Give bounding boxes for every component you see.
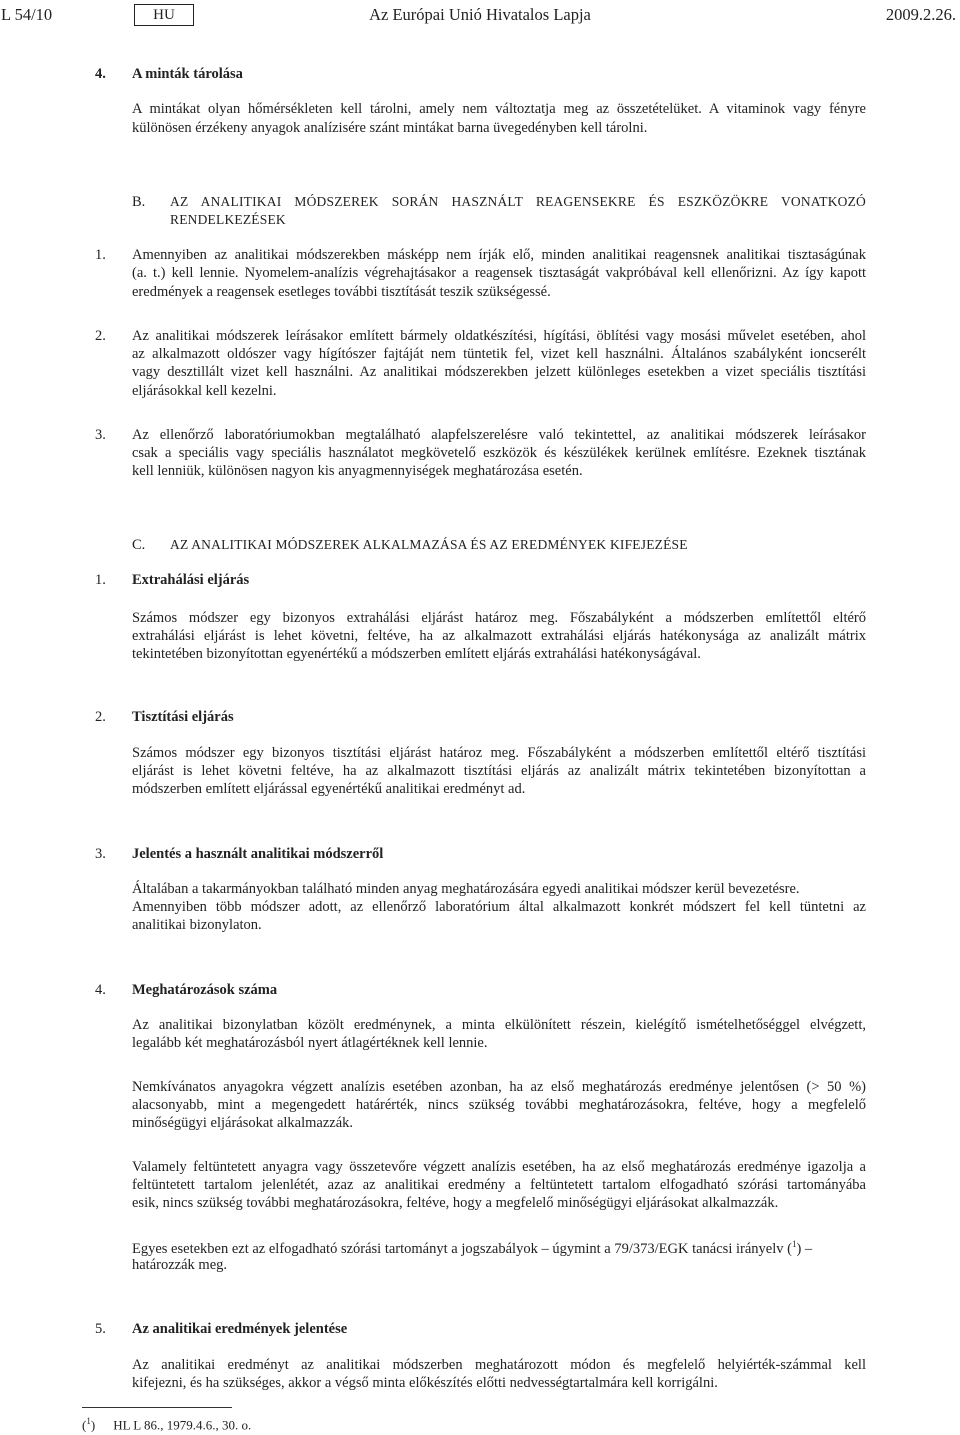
footnote-reference-mark[interactable]: 1 — [791, 1239, 797, 1249]
section-heading: AZ ANALITIKAI MÓDSZEREK SORÁN HASZNÁLT REAGENSEKRE ÉS ESZKÖZÖKRE VONATKOZÓ — [170, 194, 866, 209]
paragraph-line: Az analitikai módszerek leírásakor említett bármely oldatkészítési, hígítási, öblítési vagy mosási művelet esetében, ahol — [132, 328, 866, 344]
item-number: 2. — [95, 709, 106, 725]
footnote-close: ) — [90, 1417, 96, 1433]
paragraph-line: Amennyiben több módszer adott, az ellenőrző laboratórium által alkalmazott konkrét módszert fel kell tüntetni az — [132, 899, 866, 915]
journal-title: Az Európai Unió Hivatalos Lapja — [369, 5, 591, 24]
paragraph-line: analitikai bizonylaton. — [132, 917, 262, 933]
paragraph-line: Nemkívánatos anyagokra végzett analízis esetében azonban, ha az első meghatározás eredménye jelentősen (> 50 %) — [132, 1079, 866, 1095]
item-number: 5. — [95, 1321, 106, 1337]
section-heading: AZ ANALITIKAI MÓDSZEREK ALKALMAZÁSA ÉS AZ EREDMÉNYEK KIFEJEZÉSE — [170, 537, 688, 552]
section-letter: C. — [132, 537, 146, 553]
paragraph-line: Valamely feltüntetett anyagra vagy összetevőre végzett analízis esetében, ha az első meghatározás eredménye igazolja a — [132, 1159, 866, 1175]
item-title: Meghatározások száma — [132, 982, 278, 998]
section-title: A minták tárolása — [132, 66, 243, 82]
item-number: 1. — [95, 247, 106, 263]
paragraph-line: Az analitikai bizonylatban közölt eredménynek, a minta elkülönített részein, kielégítő ismételhetőséggel elvégzett, — [132, 1017, 866, 1033]
item-title: Jelentés a használt analitikai módszerről — [132, 846, 384, 862]
paragraph-line: kifejezni, és ha szükséges, akkor a végső minta előkészítés előtti nedvességtartalmára kell korrigálni. — [132, 1375, 718, 1391]
paragraph-line — [132, 1239, 812, 1258]
paragraph-line: módszerben említett eljárással egyenértékű analitikai eredményt ad. — [132, 781, 526, 797]
item-title: Tisztítási eljárás — [132, 709, 234, 725]
paragraph-line: Az ellenőrző laboratóriumokban megtalálható alapfelszerelésre való tekintettel, az analitikai módszerek leírásakor — [132, 427, 866, 443]
paragraph-line: Amennyiben az analitikai módszerekben másképp nem írják elő, minden analitikai reagensnek analitikai tisztaságúnak — [132, 247, 866, 263]
item-title: Extrahálási eljárás — [132, 572, 250, 588]
paragraph-line: Számos módszer egy bizonyos tisztítási eljárást határoz meg. Főszabályként a módszerben említettől eltérő tisztítási — [132, 745, 866, 761]
paragraph-line: eljárásokkal kell kezelni. — [132, 383, 277, 399]
paragraph-line: eredmények a reagensek esetleges további tisztítását teszik szükségessé. — [132, 284, 551, 300]
paragraph-line: legalább két meghatározásból nyert átlagértéknek kell lennie. — [132, 1035, 488, 1051]
reference-text: ) – — [796, 1240, 813, 1257]
paragraph-line: Számos módszer egy bizonyos extrahálási eljárást határoz meg. Főszabályként a módszerben említettől eltérő — [132, 610, 866, 626]
item-title: Az analitikai eredmények jelentése — [132, 1321, 348, 1337]
publication-date: 2009.2.26. — [885, 5, 956, 24]
paragraph-line: különösen érzékeny anyagok analízisére szánt mintákat barna üvegedényben kell tárolni. — [132, 120, 648, 136]
section-number: 4. — [95, 66, 106, 82]
paragraph-line: tekintetében bizonyítottan egyenértékű a módszerben említett eljárás extrahálási hatékonyságával. — [132, 646, 701, 662]
paragraph-line: kell lenniük, különösen nagyon kis anyagmennyiségek meghatározása esetén. — [132, 463, 583, 479]
paragraph-line: eljárást is lehet követni feltéve, ha az alkalmazott tisztítási eljárás az analizált mátrix tekintetében bizonyítottan a — [132, 763, 866, 779]
paragraph-line: (a. t.) kell lennie. Nyomelem-analízis végrehajtásakor a reagensek tisztaságát vakpróbával kell ellenőrizni. Az így kapott — [132, 265, 866, 281]
footnote-open: ( — [82, 1417, 87, 1433]
reference-text: Egyes esetekben ezt az elfogadható szórási tartományt a jogszabályok – úgymint a 79/373/EGK tanácsi irányelv ( — [132, 1240, 792, 1257]
paragraph-line: extrahálási eljárást is lehet követni, feltéve, ha az alkalmazott extrahálási eljárás hatékonysága az analizált mátrix — [132, 628, 866, 644]
footnote-separator — [82, 1407, 232, 1408]
paragraph-line: vagy desztillált vizet kell használni. Az analitikai módszerekben jelzett különleges esetekben a vizet speciális tisztítási — [132, 364, 866, 380]
paragraph-line: alacsonyabb, mint a megengedett határérték, nincs szükség további meghatározásokra, feltéve, hogy a megfelelő — [132, 1097, 866, 1113]
page-reference: L 54/10 — [1, 5, 53, 24]
paragraph-line: feltüntetett tartalom jelenlétét, azaz az analitikai eredmény a feltüntetett tartalom elfogadható szórási tartományába — [132, 1177, 866, 1193]
paragraph-line: A mintákat olyan hőmérsékleten kell tárolni, amely nem változtatja meg az összetételüket. A vitaminok vagy fényre — [132, 101, 866, 117]
section-heading: RENDELKEZÉSEK — [170, 212, 286, 227]
paragraph-line: Az analitikai eredményt az analitikai módszerben meghatározott módon és megfelelő helyiérték-számmal kell — [132, 1357, 866, 1373]
paragraph-line: az alkalmazott oldószer vagy hígítószer fajtáját nem tüntetik fel, vizet kell használni. Általános szabályként ioncserélt — [132, 346, 866, 362]
footnote-text: HL L 86., 1979.4.6., 30. o. — [113, 1417, 252, 1433]
item-number: 4. — [95, 982, 106, 998]
language-code-box: HU — [134, 4, 194, 26]
paragraph-line: minőségügyi eljárásokat alkalmazzák. — [132, 1115, 354, 1131]
paragraph-line: határozzák meg. — [132, 1257, 228, 1273]
item-number: 3. — [95, 846, 106, 862]
section-letter: B. — [132, 194, 146, 210]
paragraph-line: csak a speciális vagy speciális használatot megkövetelő eszközök és készülékek kerülnek említésre. Ezeknek tisztának — [132, 445, 866, 461]
footnote — [82, 1416, 251, 1433]
paragraph-line: esik, nincs szükség további meghatározásokra, feltéve, hogy a megfelelő minőségügyi eljárásokat alkalmazzák. — [132, 1195, 779, 1211]
footnote-mark: 1 — [86, 1416, 91, 1426]
item-number: 1. — [95, 572, 106, 588]
item-number: 3. — [95, 427, 106, 443]
paragraph-line: Általában a takarmányokban található minden anyag meghatározására egyedi analitikai módszer kerül bevezetésre. — [132, 881, 800, 897]
item-number: 2. — [95, 328, 106, 344]
